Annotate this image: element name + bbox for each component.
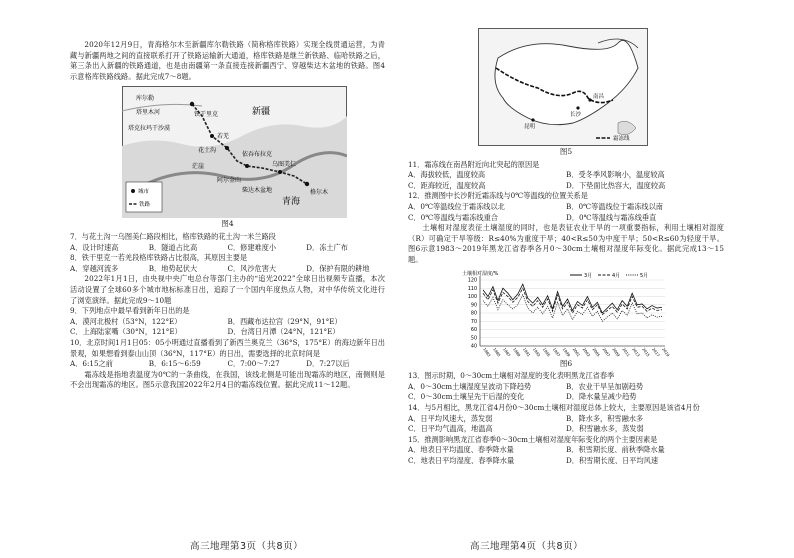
map-label: 铁干里克: [194, 111, 219, 119]
x-tick-label: 2009: [611, 346, 622, 358]
option: A．0～30cm土壤湿度呈波动下降趋势: [408, 381, 532, 391]
x-tick-label: 2017: [651, 346, 661, 358]
passage-2: 2022年1月1日，由央视中央广电总台等部门主办的“追光2022”全球日出视频专直播，本次活动设置了全球60多个城市地标标准日出，追踪了一个国内年度热点人物，对中华传统文化进行了浏览演绎。据此完成9～10题: [70, 274, 385, 305]
x-tick-label: 1993: [531, 346, 542, 358]
question-10-options: [70, 359, 385, 370]
y-tick-label: 80: [470, 311, 477, 317]
question-14-options: [408, 414, 724, 435]
soil-humidity-chart: [460, 268, 670, 358]
option: C．风沙危害大: [227, 263, 277, 273]
figure-4-caption: 图4: [221, 219, 234, 229]
y-tick-label: 90: [470, 302, 477, 308]
map-label: 长沙: [570, 112, 582, 118]
question-7: 7．与花土沟一乌图美仁路段相比，格库铁路的花土沟一米兰路段: [70, 231, 276, 241]
question-10: 10．北京时间1月1日05：05小明通过直播看到了新西兰奥克兰（36°S，175°E）的海边新年日出景观，如果想看到泰山山顶（36°N，117°E）的日出，需要选择的北京时间是: [70, 337, 385, 358]
option: C．距海较近，温度较高: [408, 180, 486, 190]
question-12: 12．推测图中长沙附近霜冻线与0℃等温线的位置关系是: [408, 191, 588, 201]
railway-map: [122, 86, 347, 218]
option: A．日平均风速大，蒸发弱: [408, 413, 493, 423]
option: A．地表日平均温度、春季降水量: [408, 445, 514, 455]
x-tick-label: 2005: [591, 346, 602, 358]
map-label: 格尔木: [310, 189, 329, 197]
x-tick-label: 2019: [661, 346, 670, 358]
map-label: 塔克拉玛干沙漠: [128, 125, 171, 133]
question-12-options: [408, 202, 724, 223]
legend-march: 3月: [584, 272, 593, 279]
option: D．下垫面比热容大，温度较高: [566, 180, 666, 190]
question-15: 15．推测影响黑龙江省春季0～30cm土壤相对湿度年际变化的两个主要因素是: [408, 434, 658, 444]
legend-railway: 铁路: [139, 202, 151, 209]
x-tick-label: 1999: [561, 346, 572, 358]
x-tick-label: 2001: [571, 346, 582, 358]
option: D．0℃等温线与霜冻线垂直: [566, 212, 657, 222]
city-dot: [190, 102, 194, 106]
map-label: 昆明: [524, 124, 536, 130]
option: C．修建难度小: [227, 242, 277, 252]
question-8-options: [70, 264, 385, 275]
map-label: 塔里木河: [136, 109, 161, 117]
y-tick-label: 110: [467, 286, 477, 292]
x-tick-label: 1997: [551, 346, 562, 358]
figure-4: [122, 86, 347, 218]
question-9-options: [70, 317, 385, 338]
passage-3: 霜冻线是指地表温度为0℃的一条曲线，在我国，该线北侧是可能出现霜冻的地区，南侧则是不会出现霜冻的地区。图5示意我国2022年2月4日的霜冻线位置。据此完成11～12题。: [70, 369, 385, 390]
option: C．7:00～7:27: [227, 359, 280, 369]
option: D．保护有限的耕地: [306, 263, 370, 273]
option: A．6:15之前: [70, 359, 113, 369]
x-tick-label: 1989: [512, 346, 522, 358]
figure-6-caption: 图6: [559, 358, 573, 368]
option: A．0℃等温线位于霜冻线以北: [408, 201, 505, 211]
x-tick-label: 1991: [521, 346, 532, 358]
x-tick-label: 1985: [492, 346, 502, 358]
legend-april: 4月: [612, 272, 621, 279]
city-dot: [305, 182, 309, 186]
map-label: 茫崖: [192, 163, 205, 171]
y-tick-label: 50: [470, 335, 477, 341]
option: C．日平均气温高，地温高: [408, 424, 493, 434]
question-9: 9．下列地点中最早看到新年日出的是: [70, 306, 190, 316]
option: B．西藏布达拉宫（29°N，91°E）: [227, 316, 342, 326]
option: D．台湾日月潭（24°N，121°E）: [227, 327, 340, 337]
option: C．地表日平均湿度、春季降水量: [408, 455, 515, 465]
map-label: 若羌: [217, 133, 230, 141]
x-tick-label: 1987: [502, 346, 512, 358]
map-legend-label: 霜冻线: [613, 136, 630, 142]
question-14: 14．与5月相比，黑龙江省4月份0～30cm土壤相对湿度总体上较大，主要原因是该省4月份: [408, 402, 700, 412]
footer-page-4: 高三地理第4页（共8页）: [470, 541, 584, 552]
frost-line-map: [478, 28, 648, 146]
option: B．受冬季风影响小，温度较高: [566, 170, 665, 180]
figure-5-caption: 图5: [559, 147, 573, 156]
y-tick-label: 120: [467, 278, 477, 284]
option: B．降水多，积雪融水多: [566, 413, 644, 423]
map-label: 花土沟: [198, 147, 217, 155]
left-column: [70, 0, 385, 391]
y-tick-label: 40: [470, 344, 477, 350]
question-13-options: [408, 382, 724, 403]
y-tick-label: 100: [467, 294, 477, 300]
option: B．积雪期长度、前秋季降水量: [566, 445, 665, 455]
x-tick-label: 2013: [631, 346, 641, 358]
option: A．漠河北极村（53°N，122°E）: [70, 316, 182, 326]
legend-city: 城市: [138, 189, 150, 196]
question-13: 13．图示时期，0～30cm土壤相对湿度的变化表明黑龙江省春季: [408, 371, 615, 381]
question-8: 8．铁干里克一若羌段格库铁路占比很高，其原因主要是: [70, 253, 248, 263]
question-11: 11．霜冻线在南昌附近向北突起的原因是: [408, 159, 540, 169]
x-tick-label: 2007: [601, 346, 612, 358]
city-dot: [245, 164, 249, 168]
option: B．0℃等温线位于霜冻线以南: [566, 201, 663, 211]
option: D．积雪期长度、日平均风速: [566, 455, 659, 465]
x-tick-label: 1995: [541, 346, 552, 358]
option: C．0～30cm土壤呈先干后湿的变化: [408, 392, 525, 402]
option: B．地势起伏大: [148, 263, 198, 273]
option: A．设计时速高: [70, 242, 119, 252]
city-dot: [225, 146, 229, 150]
option: D．降水量呈减少趋势: [566, 392, 637, 402]
option: B．隧道占比高: [148, 242, 198, 252]
city-dot: [210, 134, 214, 138]
map-label: 柴达木盆地: [242, 187, 273, 195]
map-label: 库尔勒: [136, 95, 155, 103]
city-dot: [278, 170, 282, 174]
y-tick-label: 60: [470, 327, 477, 333]
option: D．积雪融水多，蒸发弱: [566, 424, 644, 434]
option: D．7:27以后: [306, 359, 350, 369]
option: D．冻土广布: [306, 242, 348, 252]
chart-ylabel: 土壤相对湿度/%: [462, 270, 499, 277]
map-label: 南昌: [593, 94, 605, 100]
figure-5: [478, 28, 648, 146]
passage-4: 土壤相对湿度表征土壤湿度的同时，也是表征农业干旱的一项重要指标，利用土壤相对湿度（R）可确定干旱等级：R≤40%为重度干旱；40<R≤50为中度干旱；50<R≤60为轻度干旱。图6示意1983～2019年黑龙江省春季各月0～30cm土壤相对湿度年际变化。据此完成13～15题。: [408, 223, 724, 264]
footer-page-3: 高三地理第3页（共8页）: [190, 541, 304, 552]
y-tick-label: 70: [470, 319, 477, 325]
option: C．0℃等温线与霜冻线重合: [408, 212, 498, 222]
option: B．6:15～6:59: [148, 359, 201, 369]
option: C．上海陆家嘴（30°N，121°E）: [70, 327, 182, 337]
map-label: 阿尔金山: [217, 177, 242, 185]
question-11-options: [408, 170, 724, 191]
legend-may: 5月: [640, 272, 649, 279]
map-label: 乌图美仁: [272, 161, 297, 169]
figure-6: [460, 268, 670, 358]
option: B．农业干旱呈加剧趋势: [566, 381, 644, 391]
option: A．海拔较低，温度较高: [408, 170, 486, 180]
right-column: [408, 0, 724, 466]
region-label: 青海: [282, 197, 301, 208]
x-tick-label: 2015: [641, 346, 651, 358]
x-tick-label: 1983: [482, 346, 492, 358]
x-tick-label: 2011: [621, 346, 632, 358]
x-tick-label: 2003: [581, 346, 592, 358]
option: A．穿越河流多: [70, 263, 119, 273]
question-15-options: [408, 445, 724, 466]
region-label: 新疆: [252, 107, 271, 118]
map-label: 依吞布拉克: [242, 151, 273, 159]
passage-intro: 2020年12月9日，青海格尔木至新疆库尔勒铁路（简称格库铁路）实现全线贯通运营，为青藏与新疆两地之间的直接联系打开了铁路运输新大通道，格库铁路是继兰新铁路、临哈铁路之后，第三条出入新疆的铁路通道，也是由南疆第一条直接连接新疆西宁、穿越柴达木盆地的铁路。图4示意格库铁路线路。据此完成7～8题。: [70, 40, 385, 81]
question-7-options: [70, 243, 385, 254]
